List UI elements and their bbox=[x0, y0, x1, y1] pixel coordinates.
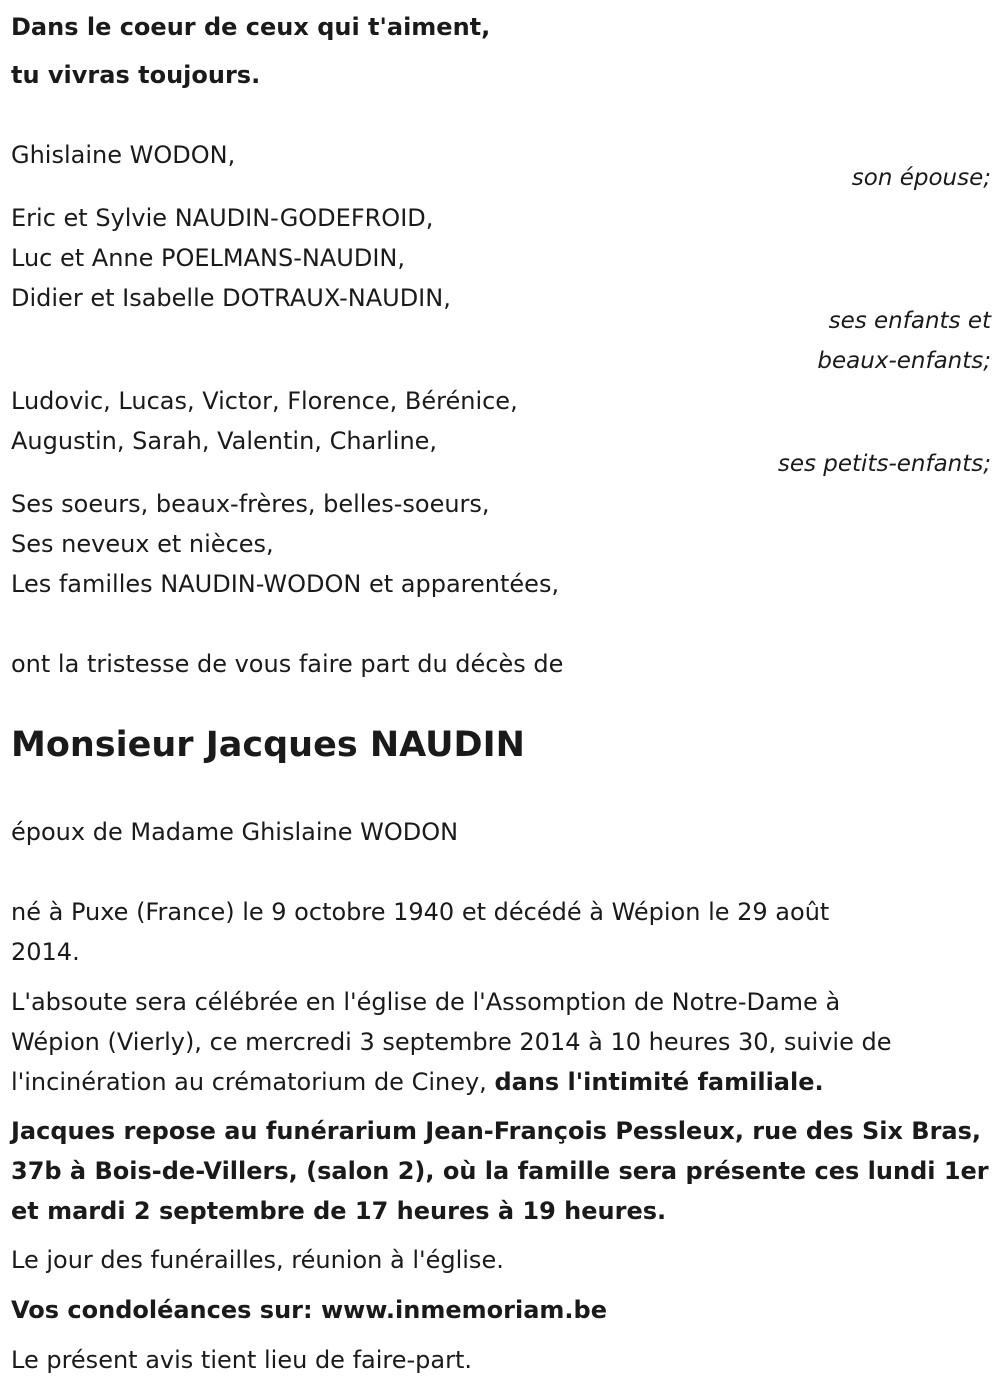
birth-death-line-1: né à Puxe (France) le 9 octobre 1940 et décédé à Wépion le 29 août bbox=[11, 898, 830, 926]
ceremony-line-2: Wépion (Vierly), ce mercredi 3 septembre 2014 à 10 heures 30, suivie de bbox=[11, 1028, 892, 1056]
ceremony-intimacy-note: dans l'intimité familiale. bbox=[494, 1068, 824, 1096]
visitation-line-2: 37b à Bois-de-Villers, (salon 2), où la famille sera présente ces lundi 1er bbox=[11, 1157, 989, 1185]
spouse-name: Ghislaine WODON, bbox=[11, 141, 236, 169]
notice-text: Le présent avis tient lieu de faire-part. bbox=[11, 1346, 473, 1374]
spouse-relation: son épouse; bbox=[851, 165, 991, 191]
children-relation-line-2: beaux-enfants; bbox=[817, 348, 991, 374]
grandchildren-relation: ses petits-enfants; bbox=[777, 451, 991, 477]
child-line-3: Didier et Isabelle DOTRAUX-NAUDIN, bbox=[11, 284, 451, 312]
family-line-1: Ses soeurs, beaux-frères, belles-soeurs, bbox=[11, 490, 490, 518]
ceremony-line-1: L'absoute sera célébrée en l'église de l'Assomption de Notre-Dame à bbox=[11, 988, 841, 1016]
deceased-name: Monsieur Jacques NAUDIN bbox=[11, 725, 525, 765]
grandchildren-line-2: Augustin, Sarah, Valentin, Charline, bbox=[11, 427, 438, 455]
child-line-2: Luc et Anne POELMANS-NAUDIN, bbox=[11, 244, 405, 272]
ceremony-line-3-text: l'incinération au crématorium de Ciney, bbox=[11, 1068, 495, 1096]
birth-death-line-2: 2014. bbox=[11, 938, 80, 966]
meeting-text: Le jour des funérailles, réunion à l'église. bbox=[11, 1246, 504, 1274]
visitation-line-1: Jacques repose au funérarium Jean-François Pessleux, rue des Six Bras, bbox=[11, 1117, 982, 1145]
grandchildren-line-1: Ludovic, Lucas, Victor, Florence, Bérénice, bbox=[11, 387, 518, 415]
child-line-1: Eric et Sylvie NAUDIN-GODEFROID, bbox=[11, 204, 434, 232]
announcement-text: ont la tristesse de vous faire part du décès de bbox=[11, 650, 564, 678]
obituary-notice bbox=[11, 0, 991, 1395]
ceremony-line-3 bbox=[11, 1067, 824, 1097]
epigraph-line-2: tu vivras toujours. bbox=[11, 61, 261, 89]
visitation-line-3: et mardi 2 septembre de 17 heures à 19 heures. bbox=[11, 1197, 667, 1225]
family-line-3: Les familles NAUDIN-WODON et apparentées, bbox=[11, 570, 560, 598]
family-line-2: Ses neveux et nièces, bbox=[11, 530, 274, 558]
deceased-spouse-line: époux de Madame Ghislaine WODON bbox=[11, 818, 459, 846]
condolences-link[interactable]: Vos condoléances sur: www.inmemoriam.be bbox=[11, 1296, 607, 1324]
children-relation-line-1: ses enfants et bbox=[828, 308, 991, 334]
epigraph-line-1: Dans le coeur de ceux qui t'aiment, bbox=[11, 13, 491, 41]
